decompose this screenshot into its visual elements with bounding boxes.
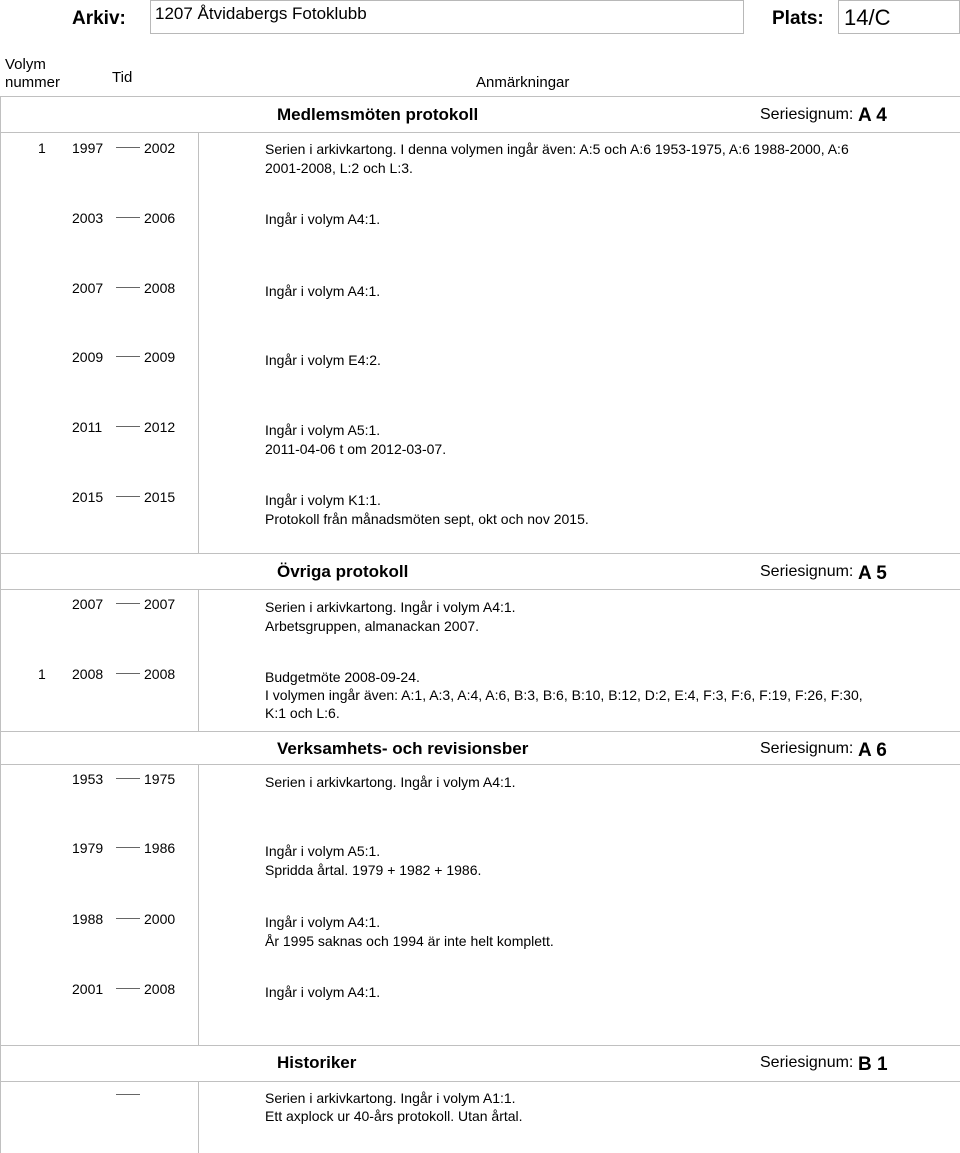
year-to: 2006 (144, 210, 176, 226)
year-from: 2007 (72, 280, 104, 296)
dash (116, 426, 140, 427)
note-line: Ingår i volym A4:1. (265, 914, 381, 930)
note-line: Budgetmöte 2008-09-24. (265, 669, 420, 685)
section-title: Medlemsmöten protokoll (277, 105, 479, 124)
series-signum-label: Seriesignum: (760, 1054, 854, 1071)
note-line: 2011-04-06 t om 2012-03-07. (265, 441, 447, 457)
note-line: Ingår i volym E4:2. (265, 352, 381, 368)
year-to: 2000 (144, 911, 176, 927)
note-line: Ingår i volym A5:1. (265, 843, 381, 859)
arkiv-label: Arkiv: (72, 8, 126, 29)
series-signum-code: B 1 (858, 1054, 888, 1075)
year-to: 1986 (144, 840, 176, 856)
note-line: Serien i arkivkartong. Ingår i volym A4:1. (265, 774, 516, 790)
dash (116, 918, 140, 919)
dash (116, 217, 140, 218)
section-title: Verksamhets- och revisionsber (277, 739, 529, 758)
plats-value: 14/C (844, 5, 891, 30)
year-from: 2007 (72, 596, 104, 612)
dash (116, 496, 140, 497)
series-signum-code: A 6 (858, 740, 887, 761)
year-from: 2008 (72, 666, 104, 682)
col-nummer: nummer (5, 74, 61, 91)
col-anmarkningar: Anmärkningar (476, 74, 570, 91)
year-to: 2008 (144, 666, 176, 682)
note-line: K:1 och L:6. (265, 705, 340, 721)
year-from: 2009 (72, 349, 104, 365)
dash (116, 287, 140, 288)
arkiv-field (150, 0, 744, 34)
year-to: 2008 (144, 981, 176, 997)
year-from: 2001 (72, 981, 104, 997)
series-signum-label: Seriesignum: (760, 563, 854, 580)
note-line: Serien i arkivkartong. Ingår i volym A1:1. (265, 1090, 516, 1106)
arkiv-value: 1207 Åtvidabergs Fotoklubb (155, 4, 367, 23)
dash (116, 356, 140, 357)
plats-label: Plats: (772, 8, 824, 29)
dash (116, 673, 140, 674)
note-line: Ingår i volym A4:1. (265, 984, 381, 1000)
year-to: 1975 (144, 771, 176, 787)
year-from: 1979 (72, 840, 104, 856)
year-to: 2015 (144, 489, 176, 505)
note-line: Serien i arkivkartong. I denna volymen ingår även: A:5 och A:6 1953-1975, A:6 1988-2000, A:6 (265, 141, 849, 157)
note-line: Serien i arkivkartong. Ingår i volym A4:1. (265, 599, 516, 615)
note-line: Spridda årtal. 1979 + 1982 + 1986. (265, 862, 482, 878)
year-from: 2015 (72, 489, 104, 505)
note-line: 2001-2008, L:2 och L:3. (265, 160, 413, 176)
note-line: Ett axplock ur 40-års protokoll. Utan årtal. (265, 1108, 523, 1124)
dash (116, 988, 140, 989)
note-line: Ingår i volym A4:1. (265, 283, 381, 299)
dash (116, 147, 140, 148)
dash (116, 778, 140, 779)
note-line: Ingår i volym A5:1. (265, 422, 381, 438)
note-line: I volymen ingår även: A:1, A:3, A:4, A:6, B:3, B:6, B:10, B:12, D:2, E:4, F:3, F:6, F:19, F:26, F:30, (265, 687, 863, 703)
volume-number: 1 (38, 140, 46, 156)
dash (116, 603, 140, 604)
volume-number: 1 (38, 666, 46, 682)
series-signum-code: A 5 (858, 563, 887, 584)
series-signum-code: A 4 (858, 105, 887, 126)
year-to: 2009 (144, 349, 176, 365)
note-line: Protokoll från månadsmöten sept, okt och nov 2015. (265, 511, 589, 527)
year-to: 2012 (144, 419, 176, 435)
year-to: 2007 (144, 596, 176, 612)
col-volym: Volym (5, 56, 46, 73)
section-title: Historiker (277, 1053, 357, 1072)
year-from: 1988 (72, 911, 104, 927)
note-line: År 1995 saknas och 1994 är inte helt komplett. (265, 933, 554, 949)
section-title: Övriga protokoll (277, 562, 409, 581)
year-from: 1953 (72, 771, 104, 787)
note-line: Ingår i volym K1:1. (265, 492, 381, 508)
year-from: 2003 (72, 210, 104, 226)
dash (116, 1094, 140, 1095)
plats-field (838, 0, 960, 34)
year-from: 1997 (72, 140, 104, 156)
col-tid: Tid (112, 69, 133, 86)
series-signum-label: Seriesignum: (760, 740, 854, 757)
note-line: Ingår i volym A4:1. (265, 211, 381, 227)
series-signum-label: Seriesignum: (760, 106, 854, 123)
note-line: Arbetsgruppen, almanackan 2007. (265, 618, 480, 634)
dash (116, 847, 140, 848)
year-from: 2011 (72, 419, 103, 435)
year-to: 2008 (144, 280, 176, 296)
year-to: 2002 (144, 140, 176, 156)
